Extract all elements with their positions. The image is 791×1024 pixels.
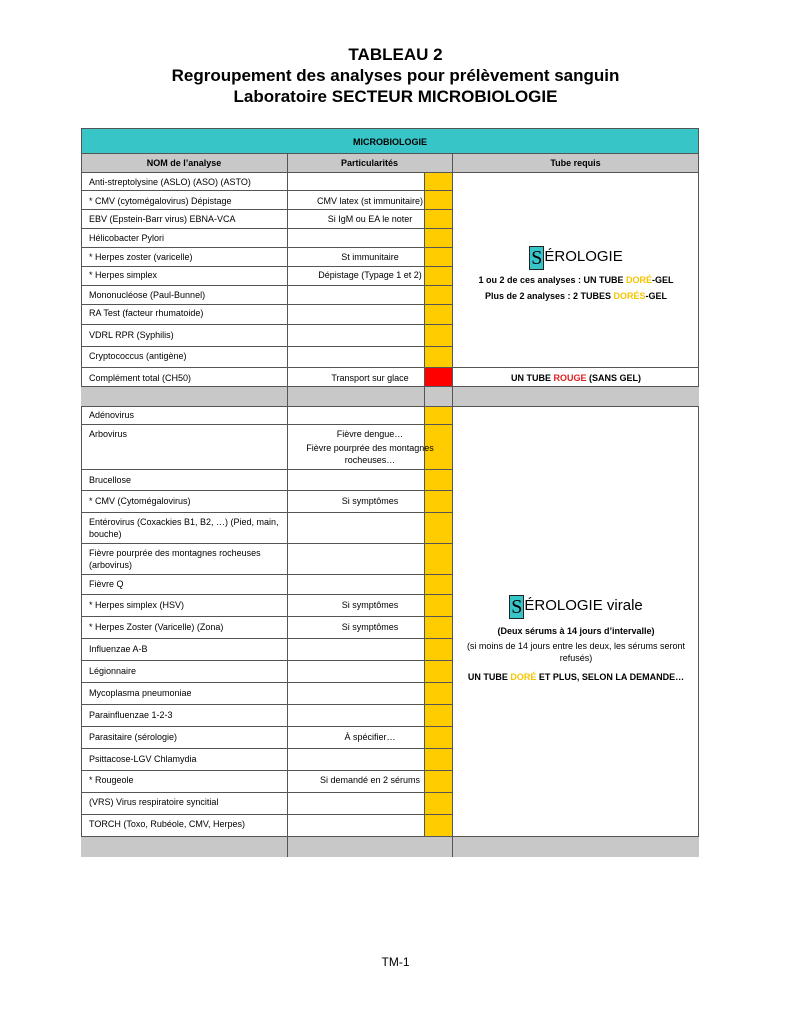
row-line (81, 367, 699, 368)
row-line (81, 594, 452, 595)
red-tube-line (453, 372, 699, 385)
serologie-block (453, 246, 699, 303)
analysis-name: (arbovirus) (89, 560, 133, 570)
analysis-name: VDRL RPR (Syphilis) (89, 330, 174, 340)
analysis-name: (VRS) Virus respiratoire syncitial (89, 797, 219, 807)
row-line (81, 406, 699, 407)
analysis-name: * CMV (Cytomégalovirus) (89, 496, 191, 506)
analysis-name: Cryptococcus (antigène) (89, 351, 187, 361)
row-line (81, 616, 452, 617)
analysis-name: * CMV (cytomégalovirus) Dépistage (89, 196, 232, 206)
col-header-name: NOM de l’analyse (146, 158, 222, 168)
row-line (81, 704, 452, 705)
row-line (81, 660, 452, 661)
serologie-l1-gold: DORÉ (626, 275, 653, 285)
analysis-particularite: Si symptômes (341, 622, 399, 632)
analysis-name: Arbovirus (89, 429, 128, 439)
row-line (81, 346, 452, 347)
row-line (81, 543, 452, 544)
section-header-label: MICROBIOLOGIE (353, 137, 427, 147)
red-tube-a: UN TUBE (510, 373, 554, 383)
red-tube-b: (SANS GEL) (586, 373, 642, 383)
title-line-3: Laboratoire SECTEUR MICROBIOLOGIE (233, 87, 558, 106)
serologie-l2-gold: DORÉS (613, 291, 646, 301)
analysis-name: * Rougeole (89, 775, 134, 785)
row-line (81, 512, 452, 513)
analysis-name: Légionnaire (89, 666, 137, 676)
analysis-particularite: Si symptômes (341, 600, 399, 610)
title-block (0, 44, 791, 107)
analysis-particularite: St immunitaire (341, 252, 399, 262)
analysis-particularite: CMV latex (st immunitaire) (316, 196, 424, 206)
row-line (81, 836, 699, 837)
row-line (81, 209, 452, 210)
analysis-name: RA Test (facteur rhumatoide) (89, 308, 204, 318)
row-line (81, 726, 452, 727)
row-line (81, 386, 699, 387)
serologie-l2-a: Plus de 2 analyses : 2 TUBES (484, 291, 614, 301)
serologie-l1-a: 1 ou 2 de ces analyses : UN TUBE (478, 275, 627, 285)
gold-strip-2 (424, 406, 452, 836)
row-line (81, 748, 452, 749)
analysis-name: * Herpes Zoster (Varicelle) (Zona) (89, 622, 224, 632)
row-line (81, 792, 452, 793)
serologie-virale-tube-a: UN TUBE (467, 672, 511, 682)
row-line (81, 574, 452, 575)
row-line (81, 247, 452, 248)
serologie-virale-sub3: refusés) (559, 653, 593, 663)
serologie-initial: S (531, 247, 543, 269)
analysis-name: * Herpes zoster (varicelle) (89, 252, 193, 262)
row-line (81, 266, 452, 267)
analysis-particularite: Fièvre pourprée des montagnes (306, 443, 434, 453)
serologie-virale-sub2: (si moins de 14 jours entre les deux, les sérums seront (466, 641, 686, 651)
analysis-name: EBV (Epstein-Barr virus) EBNA-VCA (89, 214, 236, 224)
serologie-virale-tube-b: ET PLUS, SELON LA DEMANDE… (536, 672, 685, 682)
serologie-virale-tube-line (453, 671, 699, 684)
analysis-particularite: Si symptômes (341, 496, 399, 506)
row-line (81, 469, 452, 470)
analysis-particularite: Si demandé en 2 sérums (319, 775, 421, 785)
row-line (81, 814, 452, 815)
analysis-name: Fièvre Q (89, 579, 124, 589)
analysis-name: Anti-streptolysine (ASLO) (ASO) (ASTO) (89, 177, 251, 187)
row-line (81, 324, 452, 325)
analysis-particularite: Fièvre dengue… (336, 429, 404, 439)
row-line (81, 638, 452, 639)
serologie-virale-block (453, 595, 699, 684)
analysis-name: TORCH (Toxo, Rubéole, CMV, Herpes) (89, 819, 246, 829)
col-header-particularites: Particularités (340, 158, 399, 168)
serologie-line-2 (453, 290, 699, 303)
analysis-name: Fièvre pourprée des montagnes rocheuses (89, 548, 261, 558)
analysis-name: * Herpes simplex (HSV) (89, 600, 185, 610)
page-number: TM-1 (381, 955, 410, 969)
serologie-virale-initial: S (511, 596, 523, 618)
analysis-name: Parasitaire (sérologie) (89, 732, 178, 742)
analysis-name: Entérovirus (Coxackies B1, B2, …) (Pied, main, (89, 517, 279, 527)
analysis-particularite: Si IgM ou EA le noter (327, 214, 413, 224)
analysis-particularite: Transport sur glace (331, 373, 409, 383)
row-line (81, 190, 452, 191)
analysis-name: Mononucléose (Paul-Bunnel) (89, 290, 206, 300)
serologie-l1-b: -GEL (652, 275, 674, 285)
row-line (81, 682, 452, 683)
analysis-name: Psittacose-LGV Chlamydia (89, 754, 197, 764)
row-line (81, 304, 452, 305)
row-line (81, 228, 452, 229)
analysis-particularite: Dépistage (Typage 1 et 2) (318, 270, 422, 280)
serologie-title-rest: ÉROLOGIE (544, 248, 623, 265)
col-header-tube: Tube requis (550, 158, 601, 168)
analysis-name: Parainfluenzae 1-2-3 (89, 710, 173, 720)
serologie-l2-b: -GEL (645, 291, 668, 301)
serologie-virale-title (453, 595, 699, 619)
analysis-name: Mycoplasma pneumoniae (89, 688, 192, 698)
row-line (81, 285, 452, 286)
row-line (81, 490, 452, 491)
analysis-name: bouche) (89, 529, 122, 539)
serologie-virale-sub1: (Deux sérums à 14 jours d’intervalle) (497, 626, 655, 636)
title-line-1: TABLEAU 2 (348, 45, 443, 64)
serologie-virale-title-rest: ÉROLOGIE virale (524, 597, 643, 614)
analysis-name: * Herpes simplex (89, 270, 158, 280)
microbiology-table (81, 128, 699, 858)
section-header (81, 128, 699, 154)
row-line (81, 770, 452, 771)
separator-row-1 (81, 386, 699, 406)
analysis-name: Adénovirus (89, 410, 135, 420)
red-tube-red: ROUGE (553, 373, 587, 383)
analysis-name: Brucellose (89, 475, 132, 485)
serologie-line-1 (453, 274, 699, 287)
analysis-particularite: À spécifier… (344, 732, 396, 742)
title-line-2: Regroupement des analyses pour prélèvement sanguin (171, 66, 620, 85)
serologie-title (453, 246, 699, 270)
analysis-particularite: rocheuses… (344, 455, 396, 465)
separator-row-2 (81, 836, 699, 857)
analysis-name: Complément total (CH50) (89, 373, 192, 383)
analysis-name: Influenzae A-B (89, 644, 148, 654)
analysis-name: Hélicobacter Pylori (89, 233, 165, 243)
row-line (81, 424, 452, 425)
serologie-virale-tube-gold: DORÉ (510, 672, 537, 682)
